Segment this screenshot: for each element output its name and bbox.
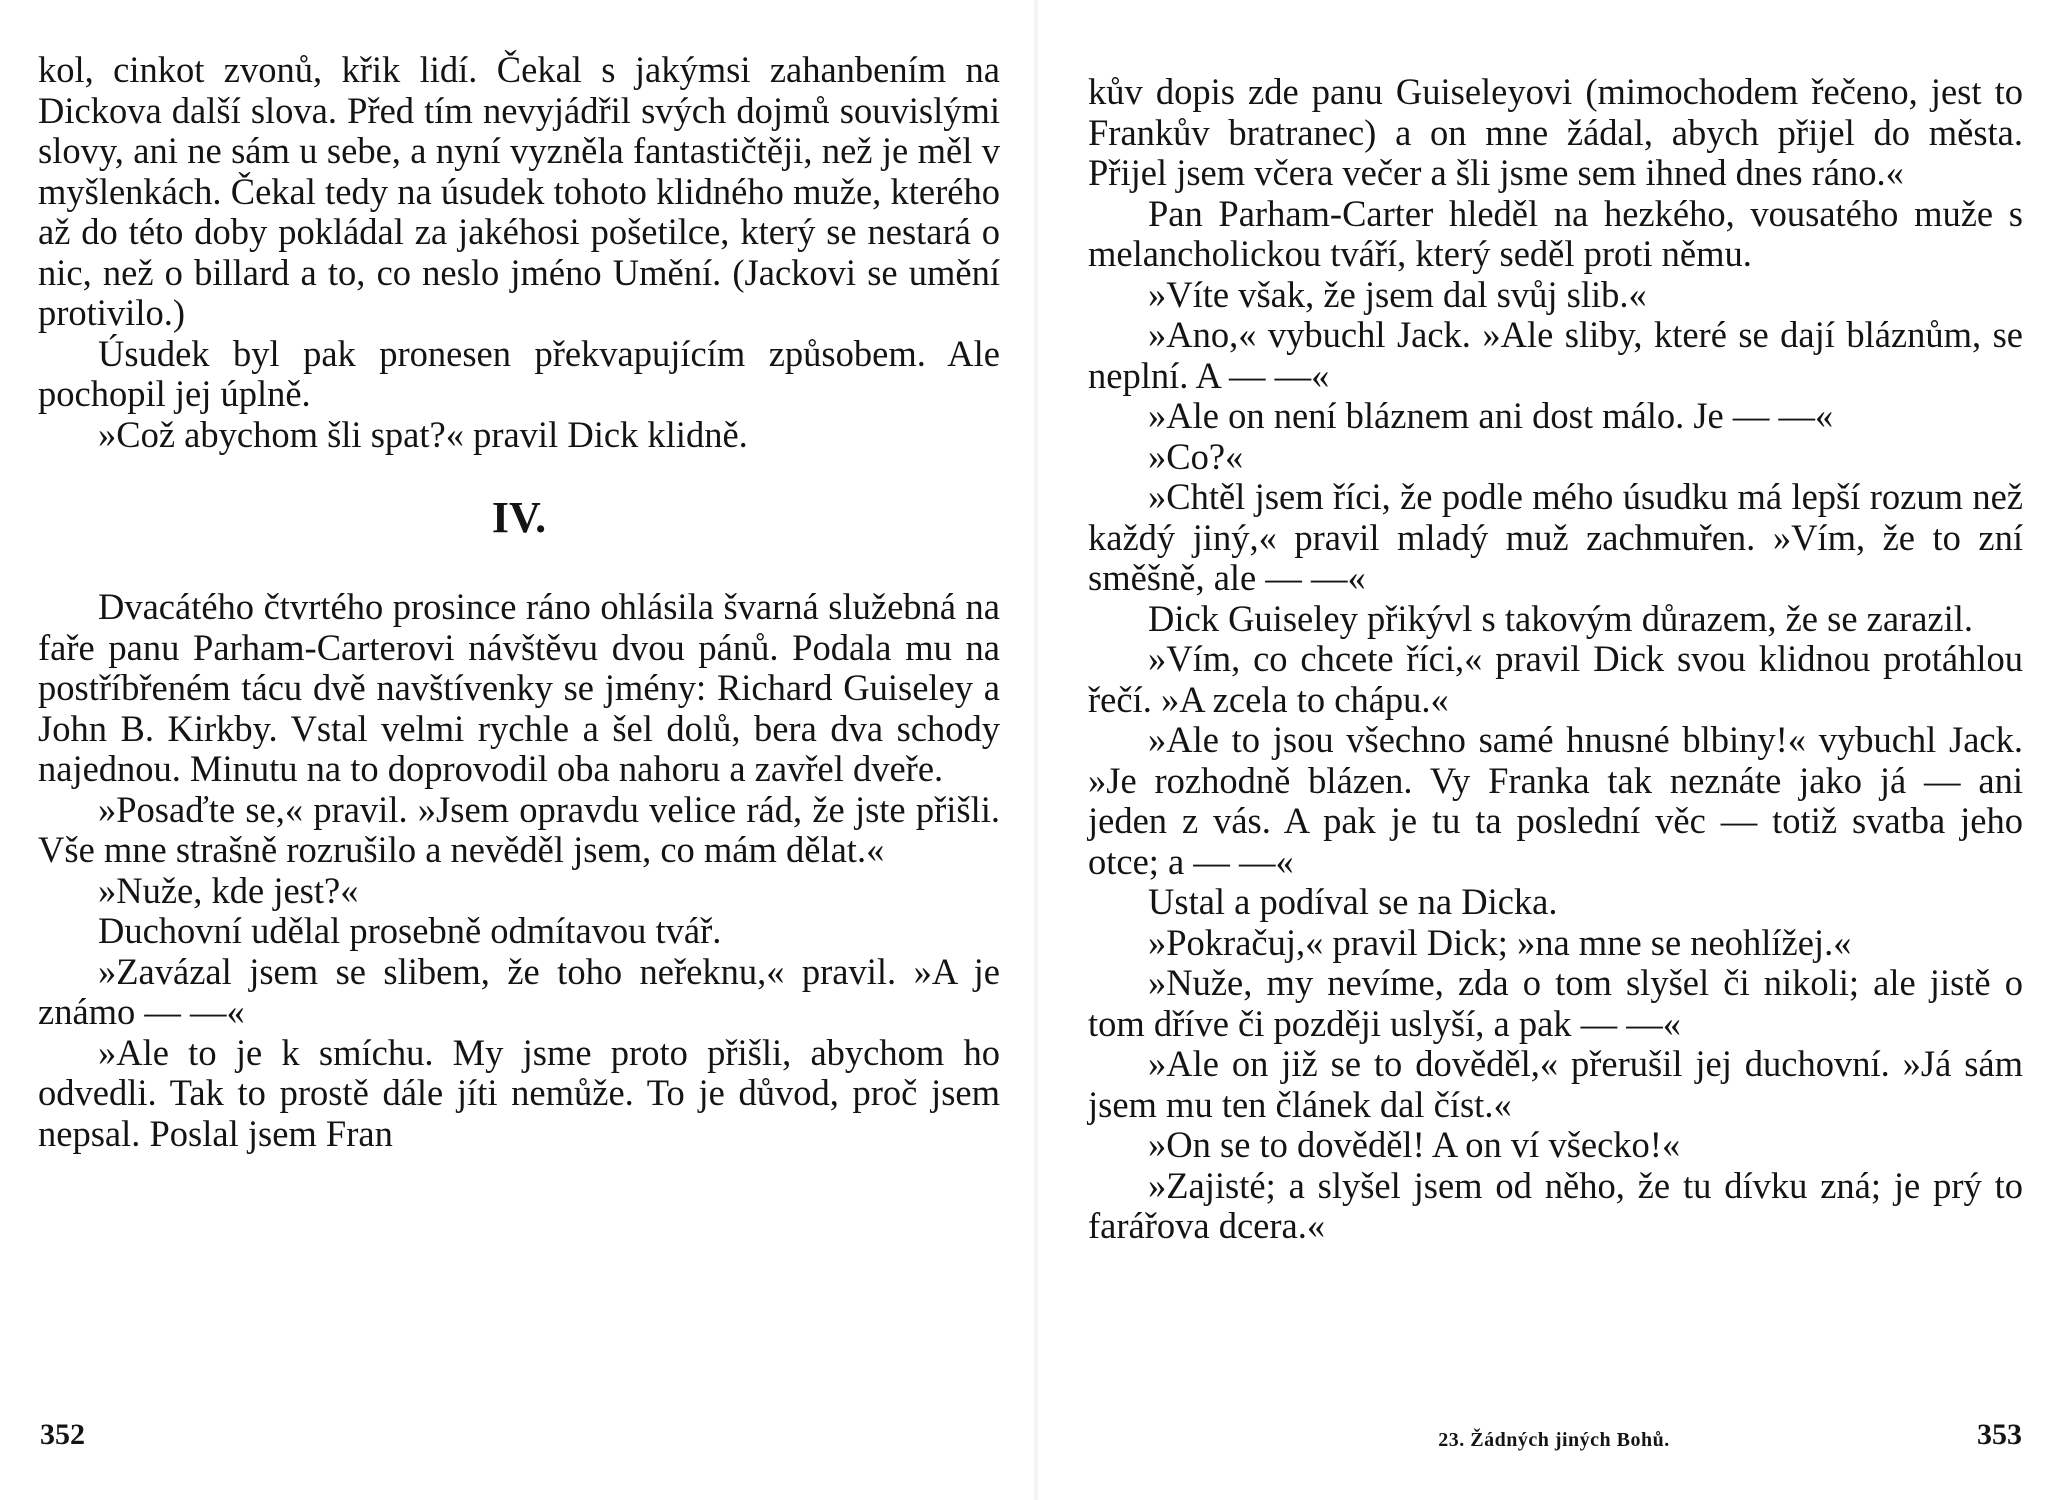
paragraph: »Co?« bbox=[1148, 435, 1244, 477]
paragraph: »Nuže, my nevíme, zda o tom slyšel či nikoli; ale jistě o tom dříve či později uslyší, a pak — —« bbox=[1088, 962, 2023, 1044]
paragraph: »Vím, co chcete říci,« pravil Dick svou klidnou protáhlou řečí. »A zcela to chápu.« bbox=[1088, 638, 2023, 720]
right-page-text bbox=[1088, 72, 2023, 1247]
paragraph: »Ale to je k smíchu. My jsme proto přišli, abychom ho odvedli. Tak to prostě dále jíti nemůže. To je důvod, proč jsem nepsal. Poslal jsem Fran bbox=[38, 1031, 1000, 1154]
paragraph: »Což abychom šli spat?« pravil Dick klidně. bbox=[98, 413, 748, 455]
paragraph: »Chtěl jsem říci, že podle mého úsudku má lepší rozum než každý jiný,« pravil mladý muž zachmuřen. »Vím, že to zní směšně, ale — —« bbox=[1088, 476, 2023, 598]
paragraph: »Ale to jsou všechno samé hnusné blbiny!« vybuchl Jack. »Je rozhodně blázen. Vy Franka tak neznáte jako já — ani jeden z vás. A pak je tu ta poslední věc — totiž svatba jeho otce; a — —« bbox=[1088, 719, 2023, 882]
paragraph: »Pokračuj,« pravil Dick; »na mne se neohlížej.« bbox=[1148, 921, 1852, 963]
page-number-left: 352 bbox=[40, 1418, 85, 1451]
paragraph: Úsudek byl pak pronesen překvapujícím způsobem. Ale pochopil jej úplně. bbox=[38, 332, 1000, 414]
paragraph: »Zajisté; a slyšel jsem od něho, že tu dívku zná; je prý to farářova dcera.« bbox=[1088, 1164, 2023, 1246]
paragraph: Dvacátého čtvrtého prosince ráno ohlásila švarná služebná na faře panu Parham-Carterovi návštěvu dvou pánů. Podala mu na postříbřeném tácu dvě navštívenky se jmény: Richard Guiseley a John B. Kirkby. Vstal velmi rychle a šel dolů, bera dva schody najednou. Minutu na to doprovodil oba nahoru a zavřel dveře. bbox=[38, 586, 1000, 789]
paragraph: Ustal a podíval se na Dicka. bbox=[1148, 881, 1558, 922]
paragraph: »Ano,« vybuchl Jack. »Ale sliby, které se dají bláznům, se neplní. A — —« bbox=[1088, 314, 2023, 396]
right-page bbox=[1036, 0, 2072, 1500]
left-page-text bbox=[38, 50, 1000, 1154]
paragraph: kol, cinkot zvonů, křik lidí. Čekal s jakýmsi zahanbením na Dickova další slova. Před tím nevyjádřil svých dojmů souvislými slovy, ani ne sám u sebe, a nyní vyzněla fantastičtěji, než je měl v myšlenkách. Čekal tedy na úsudek tohoto klidného muže, kterého až do této doby pokládal za jakéhosi pošetilce, který se nestará o nic, než o billard a to, co neslo jméno Umění. (Jackovi se umění protivilo.) bbox=[38, 49, 1000, 333]
paragraph: Dick Guiseley přikývl s takovým důrazem, že se zarazil. bbox=[1148, 597, 1974, 639]
paragraph: »On se to dověděl! A on ví všecko!« bbox=[1148, 1124, 1681, 1165]
paragraph: »Ale on není bláznem ani dost málo. Je — —« bbox=[1148, 395, 1834, 436]
page-number-right: 353 bbox=[1977, 1418, 2022, 1451]
paragraph: »Nuže, kde jest?« bbox=[98, 869, 359, 911]
paragraph: kův dopis zde panu Guiseleyovi (mimochodem řečeno, jest to Frankův bratranec) a on mne žádal, abych přijel do města. Přijel jsem včera večer a šli jsme sem ihned dnes ráno.« bbox=[1088, 71, 2023, 193]
printer-signature: 23. Žádných jiných Bohů. bbox=[1438, 1429, 1670, 1451]
chapter-heading: IV. bbox=[491, 493, 547, 542]
paragraph: »Posaďte se,« pravil. »Jsem opravdu velice rád, že jste přišli. Vše mne strašně rozrušilo a nevěděl jsem, co mám dělat.« bbox=[38, 788, 1000, 870]
paragraph: Duchovní udělal prosebně odmítavou tvář. bbox=[98, 910, 722, 951]
paragraph: »Víte však, že jsem dal svůj slib.« bbox=[1148, 273, 1647, 315]
paragraph: Pan Parham-Carter hleděl na hezkého, vousatého muže s melancholickou tváří, který seděl proti němu. bbox=[1088, 192, 2023, 274]
paragraph: »Zavázal jsem se slibem, že toho neřeknu,« pravil. »A je známo — —« bbox=[38, 950, 1000, 1032]
paragraph: »Ale on již se to dověděl,« přerušil jej duchovní. »Já sám jsem mu ten článek dal číst.« bbox=[1088, 1043, 2023, 1125]
